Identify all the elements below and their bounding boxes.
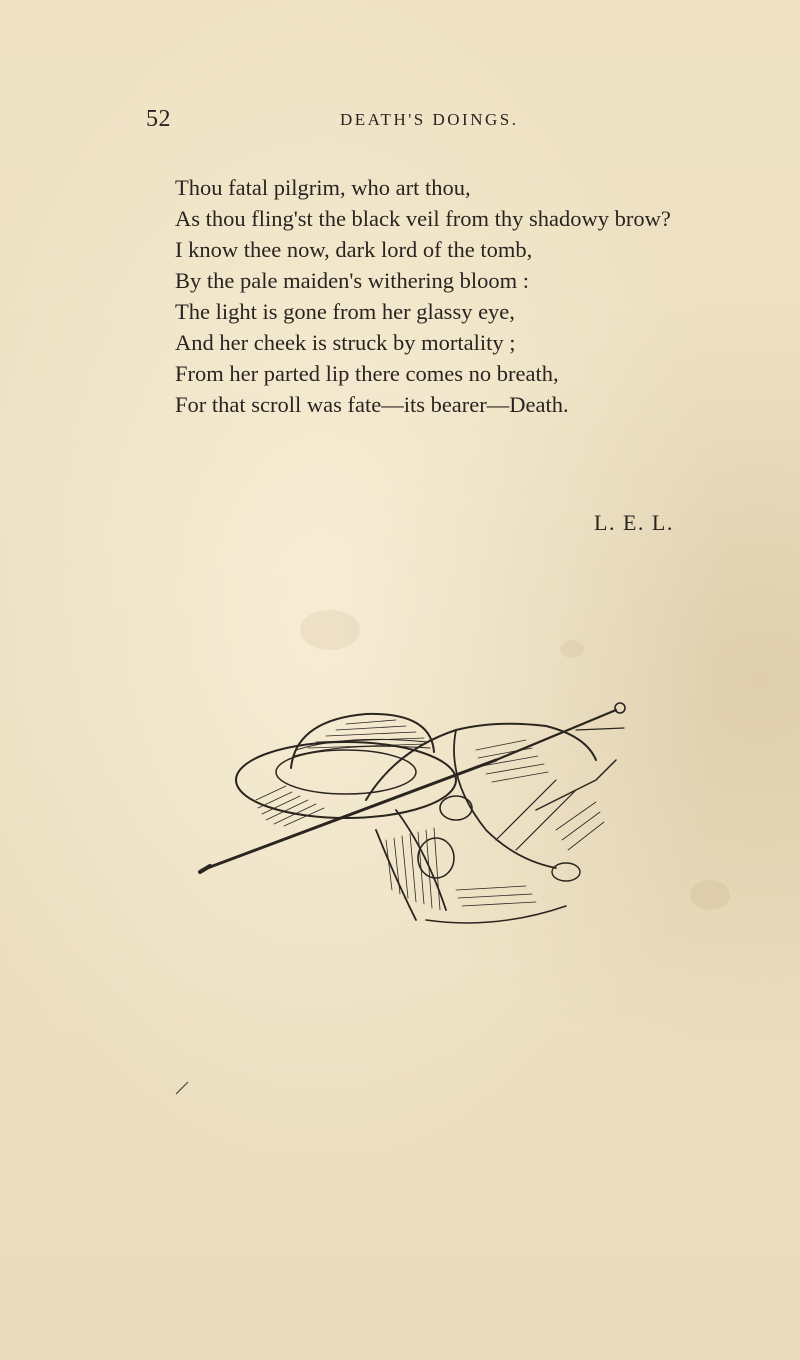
poem-line: From her parted lip there comes no breath, bbox=[175, 361, 559, 386]
poem-line: And her cheek is struck by mortality ; bbox=[175, 330, 516, 355]
poem bbox=[175, 172, 735, 420]
poem-line: The light is gone from her glassy eye, bbox=[175, 299, 515, 324]
poem-line: I know thee now, dark lord of the tomb, bbox=[175, 237, 533, 262]
author-signature: L. E. L. bbox=[594, 510, 674, 535]
pencil-mark-icon bbox=[172, 1078, 192, 1098]
page-header bbox=[146, 106, 646, 136]
page-number: 52 bbox=[146, 106, 171, 132]
paper-stain bbox=[300, 610, 360, 650]
paper-stain bbox=[690, 880, 730, 910]
paper-stain bbox=[560, 640, 584, 658]
poem-line: By the pale maiden's withering bloom : bbox=[175, 268, 529, 293]
vignette-illustration-icon bbox=[196, 690, 626, 940]
poem-line: Thou fatal pilgrim, who art thou, bbox=[175, 175, 471, 200]
poem-line: As thou fling'st the black veil from thy shadowy brow? bbox=[175, 206, 671, 231]
running-title: DEATH'S DOINGS. bbox=[340, 110, 519, 129]
poem-line: For that scroll was fate—its bearer—Death. bbox=[175, 392, 569, 417]
